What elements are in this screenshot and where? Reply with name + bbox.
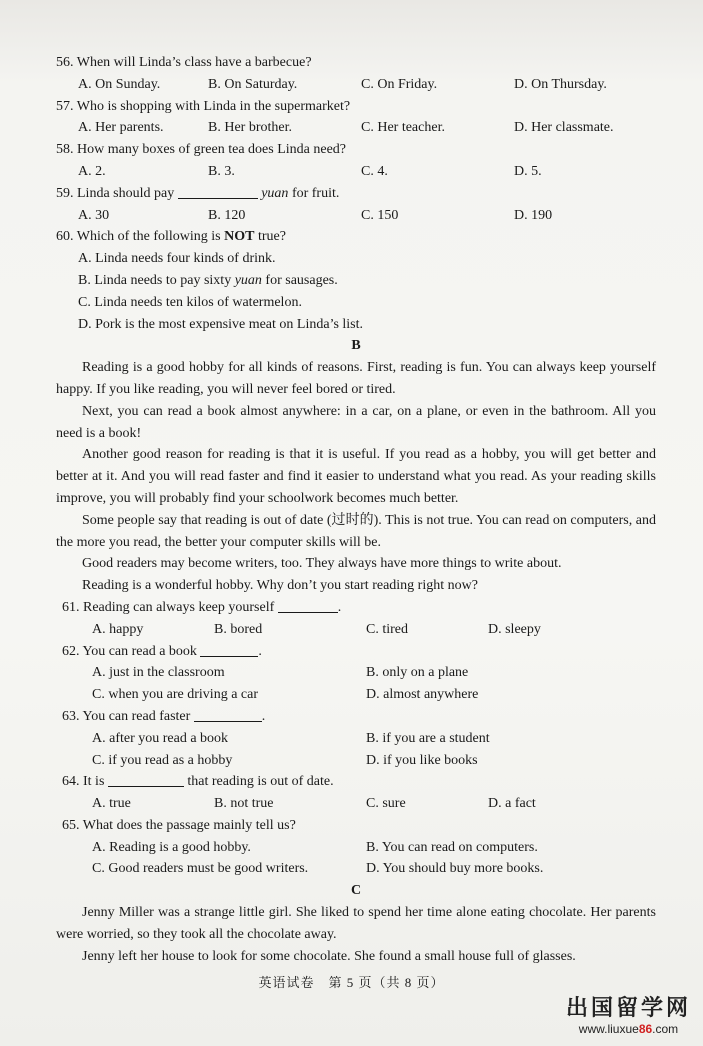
option-b: B. 120 — [208, 207, 246, 223]
page-footer: 英语试卷 第 5 页（共 8 页） — [258, 975, 445, 990]
option-d: D. 5. — [514, 163, 542, 179]
watermark-url-prefix: www.liuxue — [578, 1022, 639, 1036]
option-c: C. 4. — [361, 163, 388, 179]
option-d: D. a fact — [488, 796, 536, 812]
passage-b-paragraph-5: Good readers may become writers, too. They always have more things to write about. — [82, 556, 562, 572]
option-b: B. On Saturday. — [208, 76, 298, 92]
option-c: C. if you read as a hobby — [92, 752, 233, 768]
option-b-suffix: for sausages. — [265, 272, 338, 288]
question-64 — [56, 771, 656, 793]
option-a: A. 30 — [78, 207, 110, 223]
option-b: B. You can read on computers. — [366, 839, 538, 855]
option-b: B. 3. — [208, 163, 235, 179]
option-d: D. Her classmate. — [514, 120, 614, 136]
section-c-heading: C — [350, 883, 362, 899]
question-56-options — [56, 74, 656, 96]
question-56: 56. When will Linda’s class have a barbecue? — [56, 55, 312, 70]
option-d: D. On Thursday. — [514, 76, 607, 92]
option-a: A. just in the classroom — [92, 665, 225, 681]
question-63 — [56, 706, 656, 728]
option-d: D. You should buy more books. — [366, 861, 544, 877]
passage-b-paragraph-4: Some people say that reading is out of date (过时的). This is not true. You can read on computers, and the more you read, the better your computer skills will be. — [56, 512, 656, 550]
question-63-suffix: . — [261, 708, 266, 724]
option-d: D. sleepy — [488, 621, 541, 637]
question-58: 58. How many boxes of green tea does Linda need? — [56, 142, 347, 158]
question-63-prefix: 63. You can read faster — [62, 708, 191, 724]
passage-c-paragraph-1: Jenny Miller was a strange little girl. She liked to spend her time alone eating chocolate. Her parents were worried, so they took all the chocolate away. — [56, 905, 656, 942]
question-61 — [56, 597, 656, 619]
option-b: B. not true — [214, 796, 274, 812]
option-b: B. Her brother. — [208, 120, 292, 136]
site-watermark — [566, 996, 691, 1036]
question-59-yuan: yuan — [261, 185, 289, 201]
option-a: A. true — [92, 796, 131, 812]
question-57-options — [56, 117, 656, 139]
question-64-options — [56, 793, 656, 815]
option-c: C. Her teacher. — [361, 120, 445, 136]
answer-blank — [278, 598, 338, 613]
question-60-suffix: true? — [257, 229, 286, 245]
question-58-options — [56, 161, 656, 183]
option-b-yuan: yuan — [234, 272, 262, 288]
answer-blank — [194, 707, 262, 722]
answer-blank — [200, 642, 258, 657]
question-60-prefix: 60. Which of the following is — [56, 229, 221, 245]
page-content — [56, 52, 656, 967]
question-59-suffix: for fruit. — [291, 185, 340, 201]
question-63-options-row-1 — [56, 728, 656, 750]
question-65: 65. What does the passage mainly tell us? — [62, 817, 296, 833]
option-a: A. happy — [92, 621, 144, 637]
question-57: 57. Who is shopping with Linda in the supermarket? — [56, 98, 351, 114]
question-62-suffix: . — [258, 643, 262, 659]
option-c: C. Good readers must be good writers. — [92, 861, 309, 877]
option-a: A. Reading is a good hobby. — [92, 839, 251, 855]
question-64-prefix: 64. It is — [62, 774, 105, 790]
watermark-url-highlight: 86 — [638, 1022, 653, 1036]
option-d: D. 190 — [514, 207, 553, 223]
passage-b-paragraph-1: Reading is a good hobby for all kinds of reasons. First, reading is fun. You can always keep yourself happy. If you like reading, you will never feel bored or tired. — [56, 360, 656, 397]
question-62-options-row-1 — [56, 662, 656, 684]
option-c: C. On Friday. — [361, 76, 438, 92]
question-60-option-b — [56, 270, 656, 292]
section-b-heading: B — [351, 338, 361, 354]
question-59-prefix: 59. Linda should pay — [56, 185, 175, 201]
question-60 — [56, 226, 656, 248]
question-62 — [56, 641, 656, 663]
question-64-suffix: that reading is out of date. — [187, 774, 334, 790]
question-62-options-row-2 — [56, 684, 656, 706]
option-d: D. almost anywhere — [366, 687, 479, 703]
question-61-options — [56, 619, 656, 641]
question-61-prefix: 61. Reading can always keep yourself — [62, 599, 275, 615]
option-c: C. sure — [366, 796, 406, 812]
watermark-url-suffix: .com — [652, 1022, 679, 1036]
option-a: A. Her parents. — [78, 120, 164, 136]
question-60-option-d: D. Pork is the most expensive meat on Linda’s list. — [78, 316, 364, 332]
option-c: C. when you are driving a car — [92, 687, 258, 703]
question-60-option-c: C. Linda needs ten kilos of watermelon. — [78, 294, 302, 310]
passage-b-paragraph-3: Another good reason for reading is that it is useful. If you read as a hobby, you will get better and better at it. And you will read faster and find it easier to understand what you read. As your reading skills improve, you will probably find your schoolwork becomes much better. — [56, 447, 656, 506]
option-c: C. tired — [366, 621, 408, 637]
passage-c-paragraph-2: Jenny left her house to look for some chocolate. She found a small house full of glasses. — [82, 948, 576, 964]
option-c: C. 150 — [361, 207, 399, 223]
option-b-prefix: B. Linda needs to pay sixty — [78, 272, 232, 288]
option-a: A. after you read a book — [92, 730, 229, 746]
passage-b-paragraph-2: Next, you can read a book almost anywhere: in a car, on a plane, or even in the bathroom. All you need is a book! — [56, 403, 656, 441]
answer-blank — [108, 772, 184, 787]
question-63-options-row-2 — [56, 750, 656, 772]
option-b: B. only on a plane — [366, 665, 469, 681]
answer-blank — [178, 184, 258, 199]
question-60-option-a: A. Linda needs four kinds of drink. — [78, 251, 276, 267]
option-b: B. bored — [214, 621, 263, 637]
question-61-suffix: . — [337, 599, 342, 615]
watermark-url — [566, 1022, 691, 1036]
question-65-options-row-1 — [56, 837, 656, 859]
question-62-prefix: 62. You can read a book — [62, 643, 197, 659]
question-65-options-row-2 — [56, 858, 656, 880]
passage-b-paragraph-6: Reading is a wonderful hobby. Why don’t you start reading right now? — [82, 578, 478, 594]
question-59-options — [56, 205, 656, 227]
watermark-title: 出国留学网 — [565, 996, 691, 1021]
question-60-not: NOT — [224, 229, 255, 245]
option-a: A. 2. — [78, 163, 106, 179]
option-d: D. if you like books — [366, 752, 478, 768]
option-a: A. On Sunday. — [78, 76, 161, 92]
option-b: B. if you are a student — [366, 730, 490, 746]
question-59 — [56, 183, 656, 205]
